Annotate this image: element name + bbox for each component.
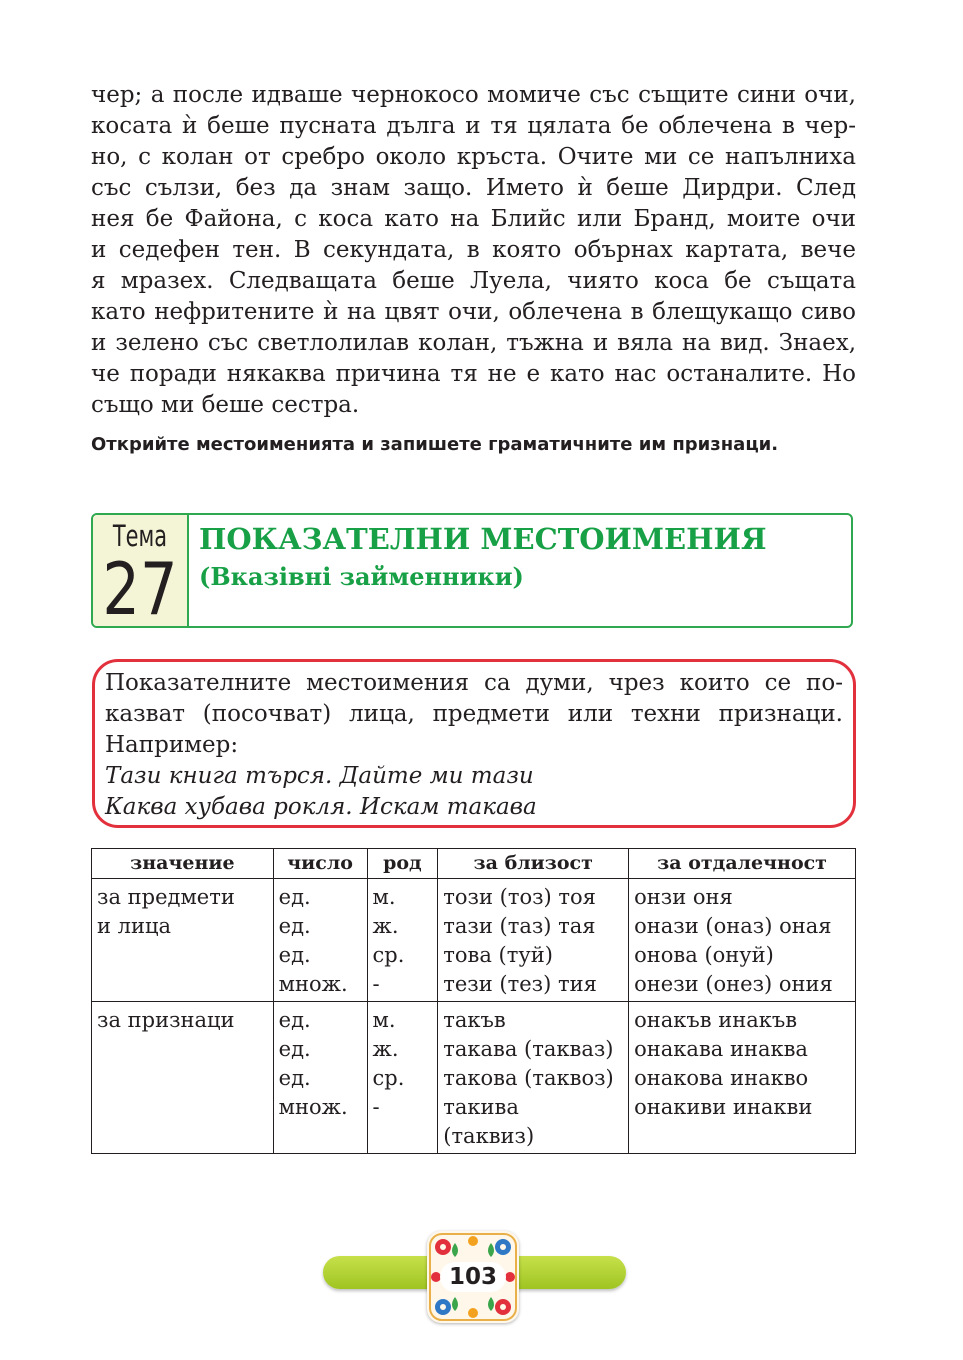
- cell-line: -: [372, 1095, 380, 1119]
- theme-number-box: [93, 515, 189, 631]
- cell-number: [273, 879, 367, 1002]
- cell-line: и лица: [97, 914, 172, 938]
- cell-gender: [367, 879, 438, 1002]
- cell-line: онова (онуй): [634, 943, 774, 967]
- rule-line: казват (посочват) лица, предмети или техни признаци.: [105, 701, 843, 727]
- reading-passage: [91, 80, 856, 421]
- passage-line: нея бе Файона, с коса като на Блийс или Бранд, моите очи: [91, 206, 856, 232]
- passage-line: като нефритените ѝ на цвят очи, облечена в блещукащо сиво: [91, 299, 856, 325]
- cell-line: ж.: [372, 1037, 399, 1061]
- cell-line: -: [372, 972, 380, 996]
- cell-line: за признаци: [97, 1008, 235, 1032]
- column-header: за отдалечност: [629, 849, 856, 879]
- cell-line: тези (тез) тия: [443, 972, 597, 996]
- rule-text: [105, 668, 843, 823]
- page-number: 103: [440, 1262, 506, 1292]
- passage-line: и седефен тен. В секундата, в която обърнах картата, вече: [91, 237, 856, 263]
- table-row: [92, 879, 856, 1002]
- cell-near: [438, 1002, 629, 1154]
- cell-number: [273, 1002, 367, 1154]
- cell-line: ед.: [278, 1066, 311, 1090]
- theme-subtitle: (Вказівні займенники): [199, 562, 524, 591]
- cell-line: такива: [443, 1095, 519, 1119]
- passage-line: косата ѝ беше пусната дълга и тя цялата бе облечена в чер-: [91, 113, 856, 139]
- cell-line: онакъв инакъв: [634, 1008, 798, 1032]
- passage-line: но, с колан от сребро около кръста. Очите ми се напълниха: [91, 144, 856, 170]
- cell-line: онези (онез) ония: [634, 972, 833, 996]
- passage-line: също ми беше сестра.: [91, 392, 360, 418]
- cell-line: множ.: [278, 972, 348, 996]
- cell-line: такъв: [443, 1008, 506, 1032]
- theme-header: [91, 513, 853, 631]
- cell-line: онази (оназ) оная: [634, 914, 832, 938]
- rule-box: [92, 659, 856, 828]
- theme-number: 27: [102, 547, 178, 631]
- cell-line: ед.: [278, 885, 311, 909]
- rule-line: Например:: [105, 732, 239, 758]
- pronoun-table: [91, 848, 856, 1154]
- task-instruction: Открийте местоименията и запишете граматичните им признаци.: [91, 434, 779, 455]
- theme-title: ПОКАЗАТЕЛНИ МЕСТОИМЕНИЯ: [199, 522, 767, 556]
- cell-line: този (тоз) тоя: [443, 885, 596, 909]
- cell-line: онзи оня: [634, 885, 733, 909]
- cell-line: м.: [372, 1008, 396, 1032]
- cell-far: [629, 879, 856, 1002]
- cell-gender: [367, 1002, 438, 1154]
- rule-example: Тази книга търся. Дайте ми тази: [105, 763, 534, 789]
- passage-line: и зелено със светлолилав колан, тъжна и вяла на вид. Знаех,: [91, 330, 856, 356]
- passage-line: че поради някаква причина тя не е като нас останалите. Но: [91, 361, 856, 387]
- cell-line: множ.: [278, 1095, 348, 1119]
- table-row: [92, 1002, 856, 1154]
- cell-far: [629, 1002, 856, 1154]
- cell-line: за предмети: [97, 885, 235, 909]
- cell-line: това (туй): [443, 943, 553, 967]
- passage-line: чер; а после идваше чернокосо момиче със същите сини очи,: [91, 82, 856, 108]
- cell-line: ед.: [278, 943, 311, 967]
- cell-line: тази (таз) тая: [443, 914, 596, 938]
- cell-line: ср.: [372, 943, 405, 967]
- table-header-row: [92, 849, 856, 879]
- column-header: за близост: [438, 849, 629, 879]
- cell-meaning: [92, 879, 274, 1002]
- rule-line: Показателните местоимения са думи, чрез които се по-: [105, 670, 843, 696]
- cell-line: ж.: [372, 914, 399, 938]
- cell-meaning: [92, 1002, 274, 1154]
- cell-line: онакава инаква: [634, 1037, 808, 1061]
- cell-line: онакиви инакви: [634, 1095, 813, 1119]
- column-header: число: [273, 849, 367, 879]
- cell-line: (таквиз): [443, 1124, 535, 1148]
- cell-line: ед.: [278, 1008, 311, 1032]
- cell-line: онакова инакво: [634, 1066, 809, 1090]
- cell-line: такава (такваз): [443, 1037, 614, 1061]
- passage-line: я мразех. Следващата беше Луела, чиято коса бе същата: [91, 268, 856, 294]
- cell-line: м.: [372, 885, 396, 909]
- cell-line: ср.: [372, 1066, 405, 1090]
- cell-line: ед.: [278, 914, 311, 938]
- passage-line: със сълзи, без да знам защо. Името ѝ беше Дирдри. След: [91, 175, 856, 201]
- rule-example: Каква хубава рокля. Искам такава: [105, 794, 537, 820]
- column-header: род: [367, 849, 438, 879]
- cell-line: такова (таквоз): [443, 1066, 614, 1090]
- theme-label: Тема: [112, 519, 168, 553]
- cell-near: [438, 879, 629, 1002]
- cell-line: ед.: [278, 1037, 311, 1061]
- column-header: значение: [92, 849, 274, 879]
